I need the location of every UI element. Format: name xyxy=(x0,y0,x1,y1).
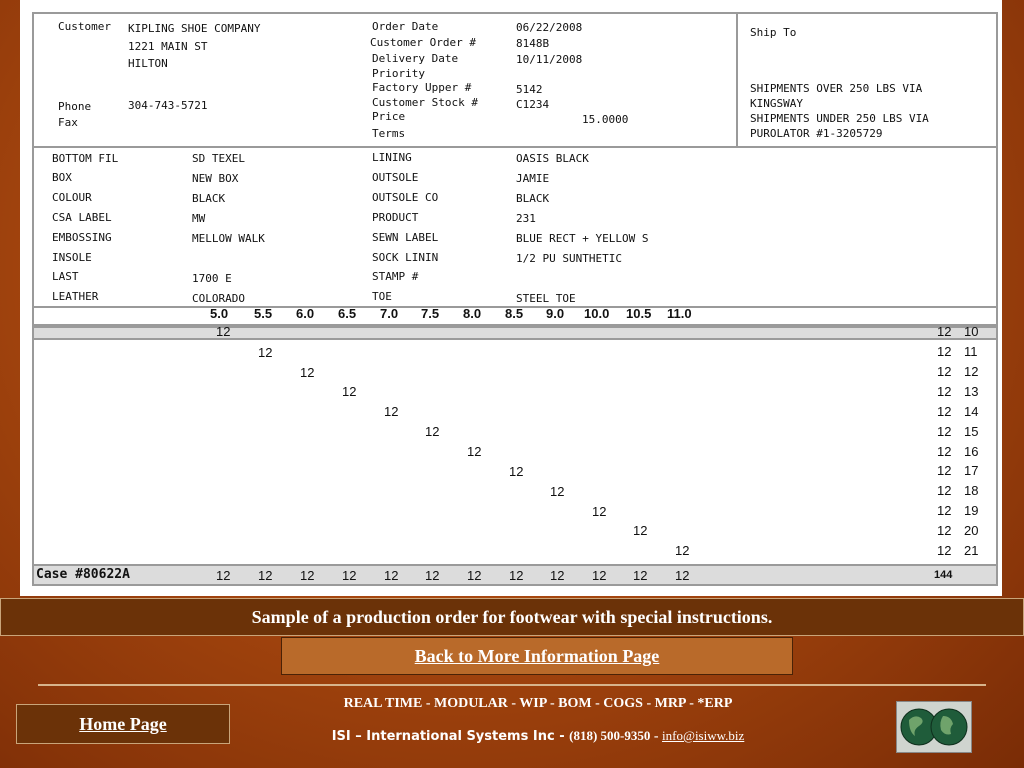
production-order-form xyxy=(20,0,1002,596)
row-total: 12 xyxy=(937,503,952,518)
factory-upper-value: 5142 xyxy=(516,83,543,96)
specs-box xyxy=(32,146,998,308)
row-line-number: 13 xyxy=(964,384,979,399)
row-line-number: 15 xyxy=(964,424,979,439)
back-link-box xyxy=(281,637,793,675)
row-line-number: 10 xyxy=(964,324,979,339)
size-header: 7.0 xyxy=(380,306,399,321)
row-total: 12 xyxy=(937,384,952,399)
spec-label-sewn-label: SEWN LABEL xyxy=(372,231,439,244)
priority-label: Priority xyxy=(372,67,425,80)
quantity-cell: 12 xyxy=(509,464,524,479)
case-total-cell: 12 xyxy=(216,568,231,583)
size-header: 9.0 xyxy=(546,306,565,321)
home-page-link[interactable]: Home Page xyxy=(79,714,167,734)
spec-label-toe: TOE xyxy=(372,290,392,303)
row-total: 12 xyxy=(937,444,952,459)
case-total-cell: 12 xyxy=(592,568,607,583)
case-number: 80622A xyxy=(82,567,130,582)
row-line-number: 20 xyxy=(964,523,979,538)
size-header: 7.5 xyxy=(421,306,440,321)
globe-icon[interactable] xyxy=(896,701,972,753)
divider xyxy=(38,684,986,686)
spec-label-bottom-fil: BOTTOM FIL xyxy=(52,152,119,165)
spec-label-outsole: OUTSOLE xyxy=(372,171,419,184)
size-header: 10.0 xyxy=(584,306,610,321)
quantity-cell: 12 xyxy=(425,424,440,439)
case-total-cell: 12 xyxy=(550,568,565,583)
row-total: 12 xyxy=(937,424,952,439)
case-total-cell: 12 xyxy=(467,568,482,583)
customer-order-label: Customer Order # xyxy=(370,36,476,49)
spec-label-leather: LEATHER xyxy=(52,290,99,303)
spec-value-outsole-co: BLACK xyxy=(516,192,550,205)
quantity-cell: 12 xyxy=(258,345,273,360)
row-line-number: 18 xyxy=(964,483,979,498)
case-total-cell: 12 xyxy=(509,568,524,583)
size-header: 6.0 xyxy=(296,306,315,321)
spec-value-lining: OASIS BLACK xyxy=(516,152,589,165)
quantity-cell: 12 xyxy=(675,543,690,558)
grand-total: 144 xyxy=(934,569,953,581)
globe-graphic xyxy=(897,702,971,752)
quantity-cell: 12 xyxy=(550,484,565,499)
quantity-cell: 12 xyxy=(216,324,231,339)
back-to-more-information-link[interactable]: Back to More Information Page xyxy=(414,646,660,666)
spec-label-box: BOX xyxy=(52,171,72,184)
spec-value-last: 1700 E xyxy=(192,272,232,285)
size-header: 10.5 xyxy=(626,306,652,321)
customer-address-line-1: 1221 MAIN ST xyxy=(128,40,208,53)
case-label-text: Case # xyxy=(36,567,83,582)
quantity-cell: 12 xyxy=(300,365,315,380)
ship-to-label: Ship To xyxy=(750,26,797,39)
quantity-cell: 12 xyxy=(342,384,357,399)
phone-number: (818) 500-9350 xyxy=(569,728,651,743)
size-header: 5.0 xyxy=(210,306,229,321)
factory-upper-label: Factory Upper # xyxy=(372,81,472,94)
spec-label-lining: LINING xyxy=(372,151,412,164)
phone-value: 304-743-5721 xyxy=(128,99,208,112)
row-total: 12 xyxy=(937,364,952,379)
row-line-number: 19 xyxy=(964,503,979,518)
spec-label-product: PRODUCT xyxy=(372,211,419,224)
size-header: 6.5 xyxy=(338,306,357,321)
company-name: ISI – International Systems Inc - xyxy=(331,729,570,744)
size-header: 5.5 xyxy=(254,306,273,321)
ship-to-line-1: SHIPMENTS OVER 250 LBS VIA xyxy=(750,82,923,95)
row-total: 12 xyxy=(937,523,952,538)
ship-to-line-2: KINGSWAY xyxy=(750,97,803,110)
case-total-cell: 12 xyxy=(633,568,648,583)
row-line-number: 16 xyxy=(964,444,979,459)
row-total: 12 xyxy=(937,404,952,419)
row-total: 12 xyxy=(937,463,952,478)
fax-label: Fax xyxy=(58,116,78,129)
spec-label-colour: COLOUR xyxy=(52,191,92,204)
separator: - xyxy=(650,729,663,744)
quantity-grid-box xyxy=(32,338,998,566)
row-total: 12 xyxy=(937,543,952,558)
quantity-cell: 12 xyxy=(467,444,482,459)
row-line-number: 11 xyxy=(964,344,978,359)
quantity-cell: 12 xyxy=(592,504,607,519)
customer-order-value: 8148B xyxy=(516,37,550,50)
quantity-cell: 12 xyxy=(633,523,648,538)
email-link[interactable]: info@isiww.biz xyxy=(662,728,745,743)
spec-value-bottom-fil: SD TEXEL xyxy=(192,152,245,165)
terms-label: Terms xyxy=(372,127,406,140)
spec-value-csa-label: MW xyxy=(192,212,206,225)
case-total-cell: 12 xyxy=(258,568,273,583)
row-total: 12 xyxy=(937,324,952,339)
customer-name: KIPLING SHOE COMPANY xyxy=(128,22,261,35)
phone-label: Phone xyxy=(58,100,92,113)
contact-line xyxy=(260,728,816,745)
spec-label-sock-linin: SOCK LININ xyxy=(372,251,439,264)
spec-value-sewn-label: BLUE RECT + YELLOW S xyxy=(516,232,649,245)
price-value: 15.0000 xyxy=(582,113,629,126)
spec-value-sock-linin: 1/2 PU SUNTHETIC xyxy=(516,252,622,265)
row-line-number: 14 xyxy=(964,404,979,419)
row-total: 12 xyxy=(937,483,952,498)
spec-label-csa-label: CSA LABEL xyxy=(52,211,112,224)
quantity-cell: 12 xyxy=(384,404,399,419)
home-link-box xyxy=(16,704,230,744)
spec-label-insole: INSOLE xyxy=(52,251,92,264)
customer-address-line-2: HILTON xyxy=(128,57,168,70)
delivery-date-value: 10/11/2008 xyxy=(516,53,583,66)
size-header: 8.0 xyxy=(463,306,482,321)
order-date-value: 06/22/2008 xyxy=(516,21,583,34)
tagline: REAL TIME - MODULAR - WIP - BOM - COGS - MRP - *ERP xyxy=(343,696,733,711)
case-total-cell: 12 xyxy=(342,568,357,583)
size-header: 11.0 xyxy=(667,306,692,321)
case-total-cell: 12 xyxy=(384,568,399,583)
order-date-label: Order Date xyxy=(372,20,439,33)
case-total-cell: 12 xyxy=(300,568,315,583)
spec-value-colour: BLACK xyxy=(192,192,226,205)
delivery-date-label: Delivery Date xyxy=(372,52,459,65)
spec-value-outsole: JAMIE xyxy=(516,172,550,185)
row-line-number: 12 xyxy=(964,364,979,379)
spec-label-stamp: STAMP # xyxy=(372,270,419,283)
customer-label: Customer xyxy=(58,20,111,33)
size-header: 8.5 xyxy=(505,306,524,321)
ship-to-line-4: PUROLATOR #1-3205729 xyxy=(750,127,883,140)
spec-label-outsole-co: OUTSOLE CO xyxy=(372,191,439,204)
case-total-cell: 12 xyxy=(425,568,440,583)
case-label xyxy=(36,567,130,582)
price-label: Price xyxy=(372,110,406,123)
spec-value-leather: COLORADO xyxy=(192,292,245,305)
spec-label-last: LAST xyxy=(52,270,79,283)
spec-value-embossing: MELLOW WALK xyxy=(192,232,265,245)
spec-value-product: 231 xyxy=(516,212,536,225)
spec-value-box: NEW BOX xyxy=(192,172,239,185)
row-line-number: 17 xyxy=(964,463,979,478)
row-line-number: 21 xyxy=(964,543,979,558)
case-total-cell: 12 xyxy=(675,568,690,583)
spec-label-embossing: EMBOSSING xyxy=(52,231,112,244)
customer-stock-label: Customer Stock # xyxy=(372,96,478,109)
ship-to-line-3: SHIPMENTS UNDER 250 LBS VIA xyxy=(750,112,929,125)
spec-value-toe: STEEL TOE xyxy=(516,292,576,305)
customer-stock-value: C1234 xyxy=(516,98,550,111)
row-total: 12 xyxy=(937,344,952,359)
image-caption: Sample of a production order for footwear with special instructions. xyxy=(0,598,1024,636)
